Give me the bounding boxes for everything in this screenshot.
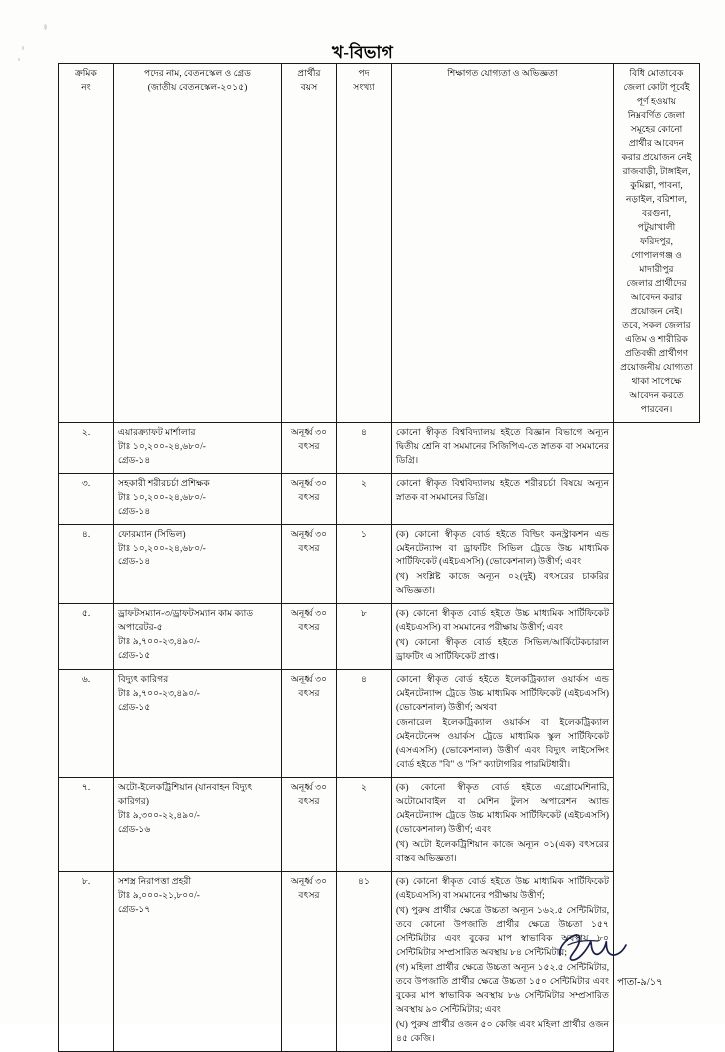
table-row [59, 422, 700, 473]
header-serial-line1: ক্রমিক [75, 68, 97, 78]
post-name: ড্রাফটসম্যান-৩/ড্রাফটসম্যান কাম ক্যাড [118, 608, 254, 619]
qualification-paragraph: (খ) পুরুষ প্রার্থীর ক্ষেত্রে উচ্চতা অন্যূন ১৬২.৫ সেন্টিমিটার, তবে কোনো উপজাতি প্রার্থীর ক্ষেত্রে উচ্চতা ১৫৭ সেন্টিমিটার এবং বুকের মাপ স্বাভাবিক অবস্থায় ৮০ সেন্টিমিটার সম্প্রসারিত অবস্থায় ৮৪ সেন্টিমিটার; [396, 905, 609, 958]
row-serial: ৫. [59, 604, 114, 670]
exception-line1: তবে, সকল জেলার [622, 319, 691, 330]
post-name: অটো-ইলেকট্রিশিয়ান (যানবাহন বিদ্যুৎ [118, 782, 253, 793]
post-grade: গ্রেড-১৪ [118, 505, 151, 516]
header-age-line2: বয়স [300, 81, 318, 92]
header-vacancy-count [337, 64, 392, 423]
age-line1: অনূর্ধ্ব ৩০ [290, 782, 328, 793]
row-age [282, 473, 337, 524]
age-line2: বৎসর [298, 688, 320, 699]
row-age [282, 778, 337, 872]
qualification-paragraph: কোনো স্বীকৃত বিশ্ববিদ্যালয় হইতে শরীরচর্চা বিষয়ে অন্যূন স্নাতক বা সমমানের ডিগ্রি। [396, 477, 609, 502]
table-row [59, 604, 700, 670]
qualification-paragraph: (ক) কোনো স্বীকৃত বোর্ড হইতে উচ্চ মাধ্যমিক সার্টিফিকেট (এইচএসসি) বা সমমানের পরীক্ষায় উত্তীর্ণ; এবং [396, 608, 609, 633]
row-age [282, 670, 337, 778]
qualification-paragraph: জেনারেল ইলেকট্রিক্যাল ওয়ার্কস বা ইলেকট্রিক্যাল মেইনটেনেন্স ওয়ার্কস ট্রেডে মাধ্যমিক স্কুল সার্টিফিকেট (এসএসসি) (ভোকেশনাল) উত্তীর্ণ এবং বিদ্যুৎ লাইসেন্সিং বোর্ড হইতে "বি" ও "সি" ক্যাটাগরির পারমিটধারী। [396, 717, 609, 770]
post-grade: গ্রেড-১৪ [118, 556, 151, 567]
table-row [59, 524, 700, 604]
row-serial: ৭. [59, 778, 114, 872]
exception-line5: থাকা সাপেক্ষে [631, 375, 682, 386]
post-pay-scale: টাঃ ৯,০০০-২১,৮০০/- [118, 890, 200, 901]
table-header-row [59, 64, 700, 423]
note-line1: বিধি মোতাবেক [629, 68, 684, 78]
row-qualification [392, 670, 614, 778]
post-pay-scale: টাঃ ১০,২০০-২৪,৬৮০/- [118, 542, 206, 553]
table-row [59, 778, 700, 872]
age-line1: অনূর্ধ্ব ৩০ [290, 426, 328, 437]
district-line2: কুমিল্লা, পাবনা, [630, 179, 683, 190]
table-row [59, 670, 700, 778]
exception-line6: আবেদন করতে [629, 389, 684, 400]
post-grade: গ্রেড-১৫ [118, 650, 151, 661]
header-count-line2: সংখ্যা [353, 81, 375, 92]
qualification-paragraph: (ঘ) পুরুষ প্রার্থীর ওজন ৫০ কেজি এবং মহিলা প্রার্থীর ওজন ৪৫ কেজি। [396, 1019, 609, 1043]
row-age [282, 524, 337, 604]
post-name: বিদ্যুৎ কারিগর [118, 674, 169, 685]
district-line11: প্রয়োজন নেই। [630, 305, 683, 316]
district-line6: ফরিদপুর, [640, 235, 673, 246]
row-vacancy-count: ১ [337, 524, 392, 604]
row-serial: ৩. [59, 473, 114, 524]
post-pay-scale: টাঃ ১০,২০০-২৪,৬৮০/- [118, 491, 206, 502]
row-qualification [392, 778, 614, 872]
qualification-paragraph: (গ) মহিলা প্রার্থীর ক্ষেত্রে উচ্চতা অন্যূন ১৫২.৫ সেন্টিমিটার, তবে উপজাতি প্রার্থীর ক্ষেত্রে উচ্চতা ১৫০ সেন্টিমিটার এবং বুকের মাপ স্বাভাবিক অবস্থায় ৮৬ সেন্টিমিটার সম্প্রসারিত অবস্থায় ৯০ সেন্টিমিটার; এবং [396, 962, 609, 1015]
signature-mark [556, 929, 646, 969]
note-line2: জেলা কোটা পূর্বেই [623, 81, 690, 92]
table-row [59, 473, 700, 524]
exception-line3: প্রতিবন্ধী প্রার্থীগণ [624, 347, 689, 358]
post-grade: গ্রেড-১৪ [118, 454, 151, 465]
row-serial: ৮. [59, 872, 114, 1052]
header-serial-line2: নং [81, 81, 91, 92]
row-age [282, 422, 337, 473]
post-grade: গ্রেড-১৭ [118, 904, 151, 915]
header-post [114, 64, 282, 423]
row-qualification [392, 422, 614, 473]
row-post [114, 422, 282, 473]
job-circular-table [58, 63, 700, 1052]
district-line10: আবেদন করার [630, 291, 683, 302]
row-post [114, 872, 282, 1052]
row-serial: ৬. [59, 670, 114, 778]
qualification-paragraph: কোনো স্বীকৃত বিশ্ববিদ্যালয় হইতে বিজ্ঞান বিভাগে অন্যূন দ্বিতীয় শ্রেনি বা সমমানের সিজিপিএ-তে স্নাতক বা সমমানের ডিগ্রি। [396, 426, 609, 465]
row-vacancy-count: ২ [337, 778, 392, 872]
age-line2: বৎসর [298, 796, 320, 807]
row-vacancy-count: ৪ [337, 670, 392, 778]
qualification-paragraph: (ক) কোনো স্বীকৃত বোর্ড হইতে এগ্রোমেশিনারি, অটোমোবাইল বা মেশিন টুলস অপারেশন অ্যান্ড মেইনটেন্যান্স ট্রেডে উচ্চ মাধ্যমিক সার্টিফিকেট (এইচএসসি) (ভোকেশনাল) উত্তীর্ণ; এবং [396, 782, 609, 835]
row-qualification [392, 604, 614, 670]
row-vacancy-count: ৪১ [337, 872, 392, 1052]
post-pay-scale: টাঃ ৯,৩০০-২২,৪৯০/- [118, 810, 200, 821]
district-line5: পটুয়াখালী [637, 221, 676, 232]
age-line1: অনূর্ধ্ব ৩০ [290, 876, 328, 887]
circular-table-wrapper [58, 63, 699, 1052]
qualification-paragraph: (খ) কোনো স্বীকৃত বোর্ড হইতে সিভিল/আর্কিটেকচারাল ড্রাফটিং এ সার্টিফিকেট প্রাপ্ত। [396, 637, 609, 662]
age-line2: বৎসর [298, 542, 320, 553]
header-post-line1: পদের নাম, বেতনস্কেল ও গ্রেড [143, 68, 252, 78]
note-line5: সমূহের কোনো [630, 123, 683, 134]
row-post [114, 473, 282, 524]
post-name: সহকারী শরীরচর্চা প্রশিক্ষক [118, 477, 210, 488]
post-pay-scale: টাঃ ৯,৭০০-২৩,৪৯০/- [118, 688, 200, 699]
district-line4: বরগুনা, [642, 207, 671, 218]
header-age [282, 64, 337, 423]
note-line3: পূর্ণ হওয়ায় [636, 95, 677, 106]
row-vacancy-count: ৮ [337, 604, 392, 670]
row-qualification [392, 473, 614, 524]
post-name: ফোরম্যান (সিভিল) [118, 528, 186, 539]
header-post-line2: (জাতীয় বেতনস্কেল-২০১৫) [147, 81, 248, 92]
note-line7: করার প্রয়োজন নেই [621, 151, 692, 162]
footer-page-number: পাতা-৯/১৭ [617, 977, 663, 988]
age-line2: বৎসর [298, 491, 320, 502]
age-line1: অনূর্ধ্ব ৩০ [290, 477, 328, 488]
note-line4: নিম্নবর্ণিত জেলা [627, 109, 686, 120]
post-pay-scale: টাঃ ৯,৭০০-২৩,৪৯০/- [118, 636, 200, 647]
page-title-text: খ-বিভাগ [332, 43, 393, 62]
age-line1: অনূর্ধ্ব ৩০ [290, 674, 328, 685]
exception-line2: এতিম ও শারীরিক [625, 333, 688, 344]
exception-line7: পারবেন। [640, 403, 673, 414]
post-name: সশস্ত্র নিরাপত্তা প্রহরী [118, 876, 192, 887]
header-age-line1: প্রার্থীর [297, 68, 321, 78]
exception-line4: প্রয়োজনীয় যোগ্যতা [620, 361, 693, 372]
district-line8: মাদারীপুর [639, 263, 674, 274]
qualification-paragraph: (ক) কোনো স্বীকৃত বোর্ড হইতে উচ্চ মাধ্যমিক সার্টিফিকেট (এইচএসসি) বা সমমানের পরীক্ষায় উত্তীর্ণ; [396, 876, 609, 901]
header-qualification-text: শিক্ষাগত যোগ্যতা ও অভিজ্ঞতা [447, 68, 558, 78]
age-line2: বৎসর [298, 440, 320, 451]
qualification-paragraph: কোনো স্বীকৃত বোর্ড হইতে ইলেকট্রিক্যাল ওয়ার্কস এন্ড মেইনটেন্যান্স ট্রেডে উচ্চ মাধ্যমিক সার্টিফিকেট (এইচএসসি) (ভোকেশনাল) উত্তীর্ণ; অথবা [396, 674, 609, 713]
row-age [282, 604, 337, 670]
post-grade: গ্রেড-১৫ [118, 702, 151, 713]
row-serial: ২. [59, 422, 114, 473]
district-line7: গোপালগঞ্জ ও [630, 249, 683, 260]
post-name: এয়ারক্র্যাফট মার্শালার [118, 426, 196, 437]
post-name-cont: কারিগর) [118, 796, 149, 807]
district-line9: জেলার প্রার্থীদের [626, 277, 687, 288]
district-line1: রাজবাড়ী, টাঙ্গাইল, [622, 165, 691, 176]
age-line1: অনূর্ধ্ব ৩০ [290, 528, 328, 539]
post-grade: গ্রেড-১৬ [118, 824, 151, 835]
row-vacancy-count: ৪ [337, 422, 392, 473]
district-line3: নড়াইল, বরিশাল, [626, 193, 687, 204]
row-post [114, 524, 282, 604]
age-line2: বৎসর [298, 890, 320, 901]
row-post [114, 778, 282, 872]
age-line2: বৎসর [298, 622, 320, 633]
qualification-paragraph: (খ) সংশ্লিষ্ট কাজে অন্যূন ০২(দুই) বৎসরের চাকরির অভিজ্ঞতা। [396, 571, 609, 596]
row-age [282, 872, 337, 1052]
qualification-paragraph: (খ) অটো ইলেকট্রিশিয়ান কাজে অন্যূন ০১(এক) বৎসরের বাস্তব অভিজ্ঞতা। [396, 839, 609, 864]
row-serial: ৪. [59, 524, 114, 604]
row-vacancy-count: ২ [337, 473, 392, 524]
header-qualification [392, 64, 614, 423]
age-line1: অনূর্ধ্ব ৩০ [290, 608, 328, 619]
row-post [114, 604, 282, 670]
note-line6: প্রার্থীর আবেদন [628, 137, 685, 148]
header-district-note [614, 64, 700, 423]
post-name-cont: অপারেটর-৫ [118, 622, 163, 633]
header-serial [59, 64, 114, 423]
header-count-line1: পদ [358, 68, 370, 78]
row-qualification [392, 524, 614, 604]
row-post [114, 670, 282, 778]
post-pay-scale: টাঃ ১০,২০০-২৪,৬৮০/- [118, 440, 206, 451]
qualification-paragraph: (ক) কোনো স্বীকৃত বোর্ড হইতে বিল্ডিং কনস্ট্রাকশন এন্ড মেইনটেন্যান্স বা ড্রাফটিং সিভিল ট্রেডে উচ্চ মাধ্যমিক সার্টিফিকেট (এইচএসসি) (ভোকেশনাল) উত্তীর্ণ; এবং [396, 528, 609, 567]
